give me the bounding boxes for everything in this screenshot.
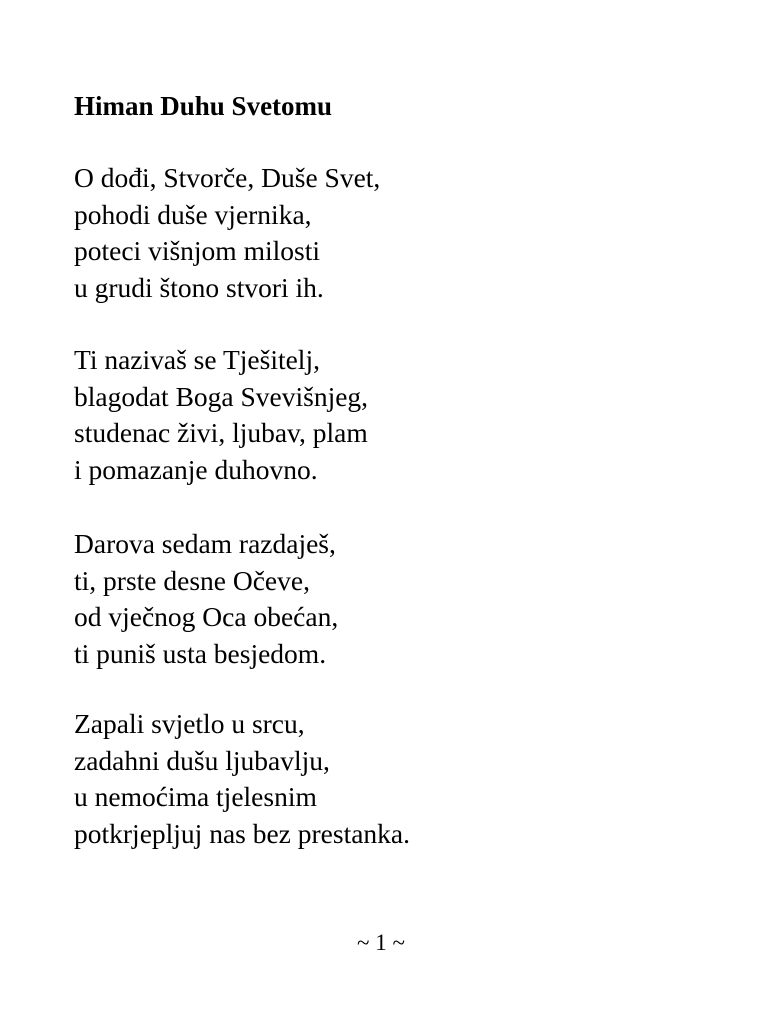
poem-line: od vječnog Oca obećan, xyxy=(74,601,339,633)
poem-line: studenac živi, ljubav, plam xyxy=(74,417,368,449)
poem-line: i pomazanje duhovno. xyxy=(74,453,318,485)
poem-line: blagodat Boga Svevišnjeg, xyxy=(74,380,369,412)
poem-line: O dođi, Stvorče, Duše Svet, xyxy=(74,162,381,193)
poem-line: Zapali svjetlo u srcu, xyxy=(74,708,305,739)
poem-title: Himan Duhu Svetomu xyxy=(74,91,333,121)
poem-line: pohodi duše vjernika, xyxy=(74,198,312,230)
page-number-label: ~ 1 ~ xyxy=(357,930,405,955)
poem-line: u grudi štono stvori ih. xyxy=(74,271,324,303)
stanza-1 xyxy=(74,160,380,306)
page-number xyxy=(0,927,768,959)
poem-line: Darova sedam razdaješ, xyxy=(74,528,336,559)
poem-line: Ti nazivaš se Tješitelj, xyxy=(74,344,320,375)
poem-line: ti puniš usta besjedom. xyxy=(74,637,327,669)
poem-line: u nemoćima tjelesnim xyxy=(74,781,317,813)
stanza-3 xyxy=(74,526,338,672)
poem-line: poteci višnjom milosti xyxy=(74,235,320,267)
poem-line: zadahni dušu ljubavlju, xyxy=(74,744,330,776)
stanza-2 xyxy=(74,342,368,488)
poem-line: potkrjepljuj nas bez prestanka. xyxy=(74,817,411,849)
stanza-4 xyxy=(74,706,410,852)
poem-line: ti, prste desne Očeve, xyxy=(74,564,310,596)
